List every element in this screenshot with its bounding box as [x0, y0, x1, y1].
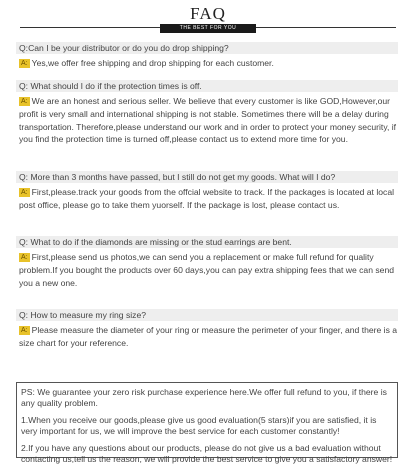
faq-question: Q:Can I be your distributor or do you do drop shipping?: [16, 42, 398, 54]
faq-answer-text: First,please.track your goods from the offcial website to track. If the packages is located at local post office, please go to take them yuorself. If the package is lost, please contact us.: [19, 187, 395, 210]
faq-answer-text: First,please send us photos,we can send you a replacement or make full refund for quality problem.If you bought the products over 60 days,you can pay extra shipping fees that we can send you a new one.: [19, 252, 395, 288]
faq-item-distributor: [16, 42, 398, 70]
subtitle-banner: THE BEST FOR YOU: [160, 24, 256, 33]
ps-evaluation-text: 1.When you receive our goods,please give us good evaluation(5 stars)if you are satisfied, it is very important for us, we will improve the best service for each customer constantly!: [21, 415, 377, 436]
answer-marker: A:: [21, 189, 28, 196]
faq-item-ring-size: [16, 309, 398, 350]
faq-answer-text: Yes,we offer free shipping and drop shipping for each customer.: [31, 58, 274, 68]
answer-marker: A:: [21, 98, 28, 105]
ps-notice-box: [16, 382, 398, 464]
faq-question: Q: How to measure my ring size?: [16, 309, 398, 321]
faq-answer: [16, 186, 398, 212]
faq-answer: [16, 324, 398, 350]
answer-marker: A:: [21, 327, 28, 334]
faq-answer: [16, 57, 398, 70]
faq-answer-text: Please measure the diameter of your ring or measure the perimeter of your finger, and there is a size chart for your reference.: [19, 325, 398, 348]
faq-answer: [16, 95, 398, 146]
page-title: FAQ: [190, 4, 226, 23]
ps-questions-text: 2.If you have any questions about our products, please do not give us a bad evaluation without contacting us,tell us the reason, we will provide the best service to give you a satisfactory answer!: [21, 443, 393, 464]
faq-question: Q: More than 3 months have passed, but I still do not get my goods. What will I do?: [16, 171, 398, 183]
faq-item-missing-diamonds: [16, 236, 398, 289]
ps-guarantee-text: PS: We guarantee your zero risk purchase experience here.We offer full refund to you, if there is any quality problem.: [21, 387, 387, 408]
faq-question: Q: What should I do if the protection times is off.: [16, 80, 398, 92]
faq-item-goods-not-received: [16, 171, 398, 212]
answer-marker: A:: [21, 60, 28, 67]
answer-marker: A:: [21, 254, 28, 261]
faq-question: Q: What to do if the diamonds are missing or the stud earrings are bent.: [16, 236, 398, 248]
faq-answer: [16, 251, 398, 289]
faq-item-protection-time: [16, 80, 398, 146]
faq-answer-text: We are an honest and serious seller. We believe that every customer is like GOD,However,our profit is very small and international shipping is not stable. Sometimes there will be a delay during transportation. Therefore,please understand our work and in order to protect your money security, if you find the protection time is turned off,please contact us to extend more time for you.: [19, 96, 397, 145]
